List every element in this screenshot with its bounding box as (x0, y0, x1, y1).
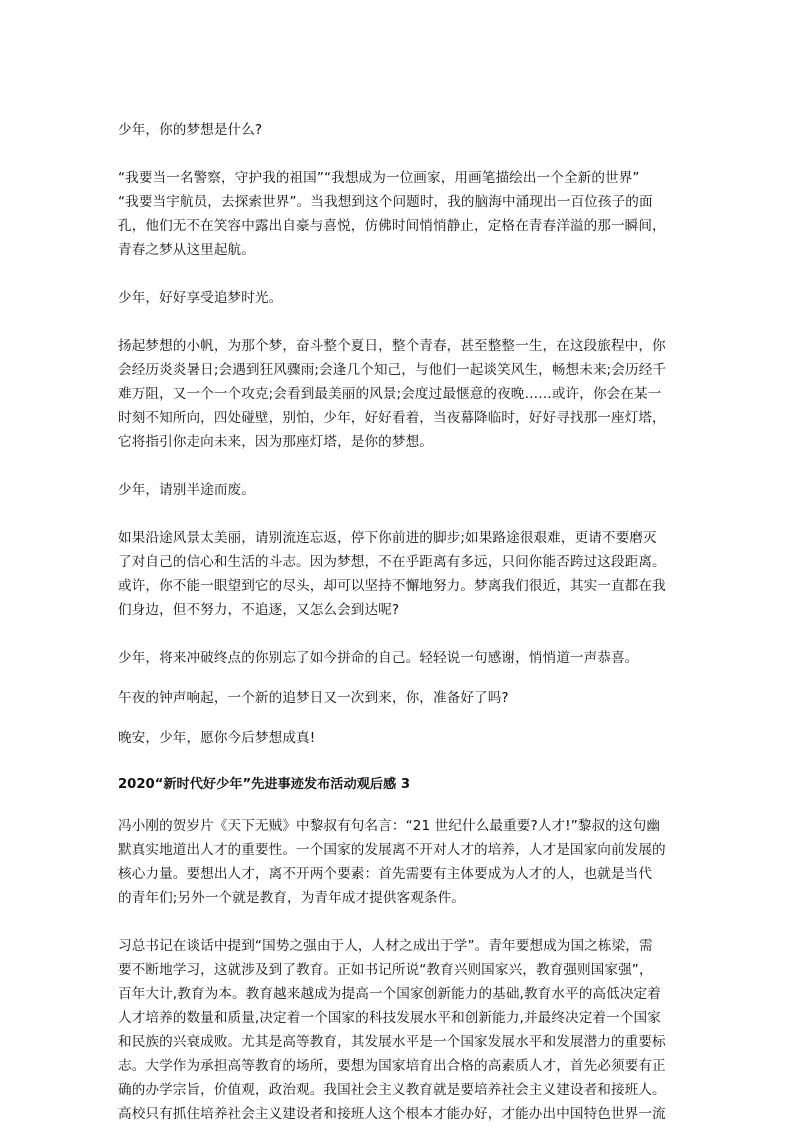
paragraph-future-self: 少年，将来冲破终点的你别忘了如今拼命的自己。轻轻说一句感谢，悄悄道一声恭喜。 (118, 650, 639, 666)
paragraph-journey (118, 334, 678, 454)
text-line: 百年大计,教育为本。教育越来越成为提高一个国家创新能力的基础,教育水平的高低决定着 (118, 986, 661, 1002)
paragraph-question: 少年，你的梦想是什么? (118, 122, 263, 138)
text-line: 了对自己的信心和生活的斗志。因为梦想，不在乎距离有多远，只问你能否跨过这段距离。 (118, 554, 666, 570)
text-line: 人才培养的数量和质量,决定着一个国家的科技发展水平和创新能力,并最终决定着一个国家 (118, 1010, 661, 1026)
text-line: 难万阻，又一个一个攻克;会看到最美丽的风景;会度过最惬意的夜晚……或许，你会在某一 (118, 386, 662, 402)
text-line: 扬起梦想的小帆，为那个梦，奋斗整个夏日，整个青春，甚至整整一生，在这段旅程中，你 (118, 338, 666, 354)
text-line: 会经历炎炎暑日;会遇到狂风骤雨;会逢几个知己，与他们一起谈笑风生，畅想未来;会历经千 (118, 362, 667, 378)
paragraph-scenery (118, 526, 678, 622)
paragraph-goodnight: 晚安，少年，愿你今后梦想成真! (118, 730, 316, 746)
text-line: 要不断地学习，这就涉及到了教育。正如书记所说“教育兴则国家兴，教育强则国家强”， (118, 962, 653, 978)
text-line: 确的办学宗旨，价值观，政治观。我国社会主义教育就是要培养社会主义建设者和接班人。 (118, 1082, 666, 1098)
text-line: 的青年们;另外一个就是教育，为青年成才提供客观条件。 (118, 890, 466, 906)
text-line: 和民族的兴衰成败。尤其是高等教育，其发展水平是一个国家发展水平和发展潜力的重要标 (118, 1034, 666, 1050)
text-line: 习总书记在谈话中提到“国势之强由于人，人材之成出于学”。青年要想成为国之栋梁，需 (118, 938, 653, 954)
paragraph-midnight: 午夜的钟声响起，一个新的追梦日又一次到来，你，准备好了吗? (118, 690, 509, 706)
paragraph-enjoy: 少年，好好享受追梦时光。 (118, 290, 283, 306)
text-line: 默真实地道出人才的重要性。一个国家的发展离不开对人才的培养，人才是国家向前发展的 (118, 842, 666, 858)
text-line: 冯小刚的贺岁片《天下无贼》中黎叔有句名言：“21 世纪什么最重要?人才!”黎叔的这句幽 (118, 818, 661, 834)
text-line: 青春之梦从这里起航。 (118, 242, 255, 258)
text-line: 时刻不知所向，四处碰壁，别怕，少年，好好看着，当夜幕降临时，好好寻找那一座灯塔， (118, 410, 666, 426)
section-heading: 2020“新时代好少年”先进事迹发布活动观后感 3 (118, 777, 410, 792)
paragraph-education (118, 934, 678, 1126)
document-page (118, 118, 678, 1126)
text-line: “我要当宇航员，去探索世界”。当我想到这个问题时，我的脑海中涌现出一百位孩子的面 (118, 194, 653, 210)
paragraph-persist: 少年，请别半途而废。 (118, 482, 255, 498)
text-line: 核心力量。要想出人才，离不开两个要素：首先需要有主体要成为人才的人，也就是当代 (118, 866, 653, 882)
text-line: 孔，他们无不在笑容中露出自豪与喜悦，仿佛时间悄悄静止，定格在青春洋溢的那一瞬间， (118, 218, 666, 234)
text-line: 它将指引你走向未来，因为那座灯塔，是你的梦想。 (118, 434, 433, 450)
text-line: “我要当一名警察，守护我的祖国”“我想成为一位画家，用画笔描绘出一个全新的世界” (118, 170, 640, 186)
text-line: 志。大学作为承担高等教育的场所，要想为国家培育出合格的高素质人才，首先必须要有正 (118, 1058, 666, 1074)
text-line: 如果沿途风景太美丽，请别流连忘返，停下你前进的脚步;如果路途很艰难，更请不要磨灭 (118, 530, 657, 546)
text-line: 高校只有抓住培养社会主义建设者和接班人这个根本才能办好，才能办出中国特色世界一流 (118, 1106, 666, 1122)
paragraph-dreams (118, 166, 678, 262)
text-line: 或许，你不能一眼望到它的尽头，却可以坚持不懈地努力。梦离我们很近，其实一直都在我 (118, 578, 666, 594)
paragraph-talent (118, 814, 678, 910)
text-line: 们身边，但不努力，不追逐，又怎么会到达呢? (118, 602, 400, 618)
